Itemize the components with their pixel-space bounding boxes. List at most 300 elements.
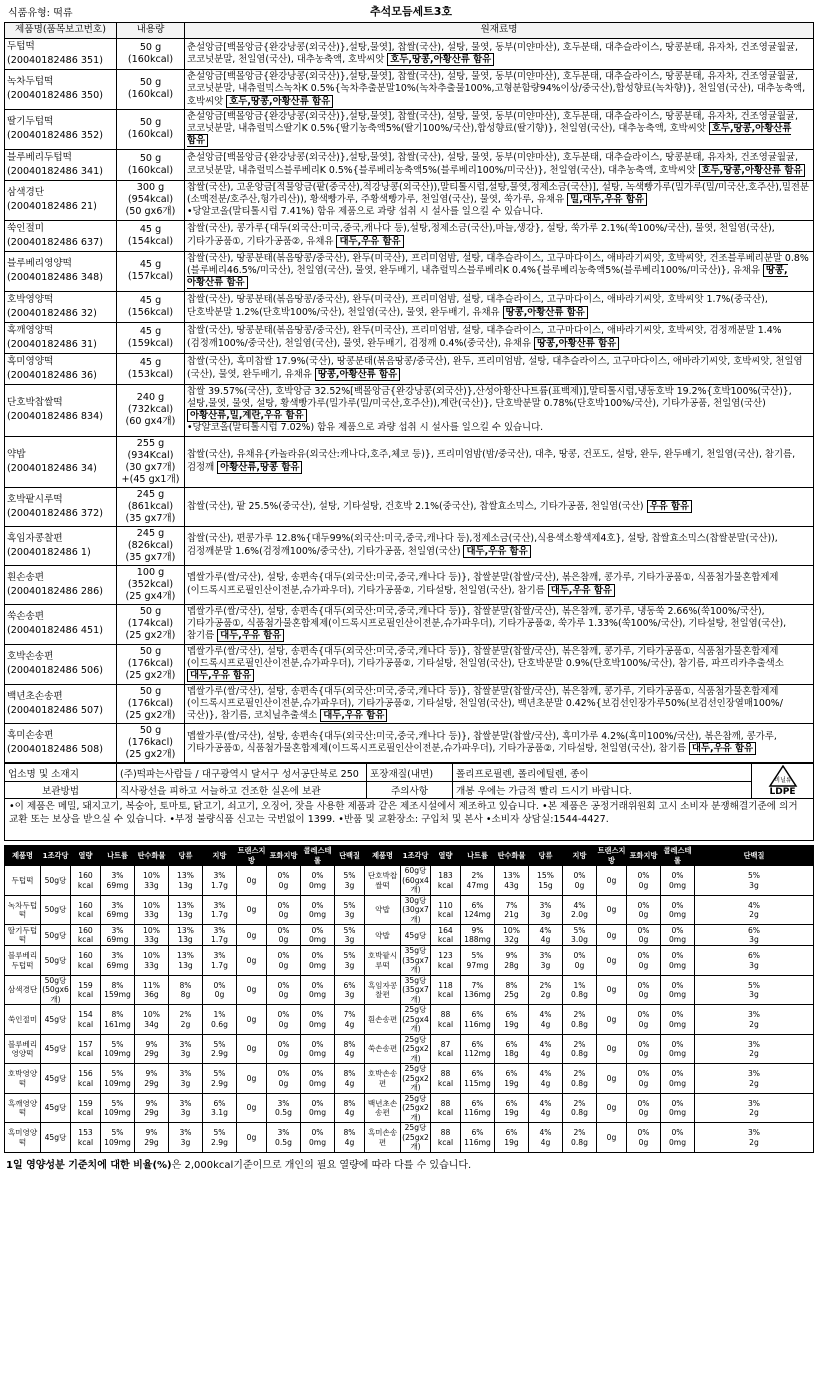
- prot-amt: 3g: [749, 880, 759, 890]
- serving-size: 25g당(25gx2개): [402, 1093, 429, 1122]
- nutrition-sugar: [529, 925, 563, 946]
- ingredient-text: 찹쌀(국산), 땅콩분태(볶음땅콩/중국산), 완두(미국산), 프리미엄밤, 설탕, 대추슬라이스, 고구마다이스, 애바라기씨앗, 호박씨앗, 검정깨분말 1.4%(검정깨100%/중국산), 천일염(국산), 물엿, 완두배기, 검정깨 0.4%(중국산), 유채유: [187, 325, 782, 349]
- carb-pct: 6%: [505, 1010, 518, 1020]
- ingredient-text: 춘설앙금[백몰앙금{완강낭콩(외국산)},설탕,물엿], 찹쌀(국산), 설탕, 물엿, 동부(미얀마산), 호두분태, 대추슬라이스, 땅콩분태, 유자차, 건조영귤월귤, 코코넛분말, 내츄럴믹스딸기K 0.5%{딸기농축액5%(딸기100%/국산),합성향료(딸기향)}, 천일염(국산), 대추농축액, 호박씨앗: [187, 110, 798, 135]
- nutrition-chol: [301, 1093, 335, 1123]
- kcal-unit: kcal: [437, 1019, 454, 1029]
- kcal-unit: kcal: [77, 1108, 94, 1118]
- nutrition-protein: [695, 1034, 814, 1064]
- nutrition-protein: [695, 866, 814, 896]
- nutrition-carb: [495, 1005, 529, 1035]
- nutrition-chol: [661, 1123, 695, 1153]
- sat-pct: 0%: [277, 871, 290, 881]
- serving-size: 45g당: [44, 1044, 67, 1054]
- fat-amt: 0.8g: [571, 1049, 588, 1059]
- product-volume: [117, 251, 185, 291]
- sugar-pct: 3%: [179, 1098, 192, 1108]
- nutrition-fat: [563, 1005, 597, 1035]
- nutrition-sat: [627, 1034, 661, 1064]
- nutrition-product-name: 흑미영양떡: [7, 1128, 38, 1147]
- nutrition-trans: [597, 866, 627, 896]
- chol-pct: 0%: [311, 1128, 324, 1138]
- nutrition-fat: [563, 925, 597, 946]
- nutrition-sodium: [461, 946, 495, 976]
- nutrition-chol: [661, 925, 695, 946]
- serving-size: 50g당: [44, 955, 67, 965]
- product-volume-line: (25 gx2개): [125, 709, 176, 721]
- carb-pct: 10%: [143, 900, 160, 910]
- nutrition-carb: [495, 1064, 529, 1094]
- nutrition-header: 나트륨: [461, 846, 495, 866]
- kcal-unit: kcal: [437, 1137, 454, 1147]
- product-code: (20040182486 32): [7, 307, 97, 319]
- notice-text: •이 제품은 메밀, 돼지고기, 복숭아, 토마토, 닭고기, 쇠고기, 오징어, 잣을 사용한 제품과 같은 제조시설에서 제조하고 있습니다. •본 제품은 공정거래위원회 고시 소비자 분쟁해결기준에 의거 교환 또는 보상을 받으실 수 있습니다. •부정 불량식품 신고는 국번없이 1399. •반품 및 교환장소: 구입처 및 본사 •소비자 상담실:1544-4427.: [4, 799, 814, 841]
- nutrition-chol: [661, 946, 695, 976]
- pack-label: 포장재질(내면): [367, 764, 453, 782]
- recycle-material: LDPE: [769, 787, 796, 798]
- trans-amt: 0g: [606, 1132, 617, 1142]
- sugar-pct: 3%: [179, 1069, 192, 1079]
- sodium-amt: 109mg: [104, 1137, 131, 1147]
- nutrition-sodium: [101, 946, 135, 976]
- nutrition-header: 콜레스테롤: [301, 846, 335, 866]
- sodium-amt: 116mg: [464, 1019, 491, 1029]
- fat-amt: 3.0g: [571, 935, 588, 945]
- fat-pct: 3%: [213, 871, 226, 881]
- product-note: •당알코올(말티톨시럽 7.41%) 함유 제품으로 과량 섭취 시 설사를 일으킬 수 있습니다.: [187, 206, 544, 218]
- sat-amt: 0g: [638, 960, 649, 970]
- product-name-cell: [5, 39, 117, 70]
- nutrition-protein: [335, 1034, 365, 1064]
- nutrition-sat: [627, 1093, 661, 1123]
- sodium-amt: 161mg: [104, 1019, 131, 1029]
- nutrition-product: [5, 1064, 41, 1094]
- fat-pct: 2%: [573, 1098, 586, 1108]
- product-volume-line: (35 gx7개): [125, 512, 176, 524]
- sugar-pct: 3%: [179, 1039, 192, 1049]
- carb-pct: 7%: [505, 900, 518, 910]
- sodium-pct: 6%: [471, 1098, 484, 1108]
- carb-amt: 21g: [504, 910, 519, 920]
- trans-amt: 0g: [606, 905, 617, 915]
- sat-pct: 0%: [637, 900, 650, 910]
- prot-amt: 3g: [344, 990, 355, 1000]
- sodium-amt: 47mg: [466, 880, 489, 890]
- product-row: [5, 644, 814, 684]
- product-name-cell: [5, 251, 117, 291]
- allergy-badge: 대두,우유 함유: [336, 235, 403, 248]
- carb-pct: 6%: [505, 1039, 518, 1049]
- chol-pct: 0%: [311, 925, 324, 935]
- sugar-amt: 4g: [540, 1108, 551, 1118]
- carb-amt: 28g: [504, 960, 519, 970]
- product-volume-line: (826kcal): [127, 539, 174, 551]
- sugar-pct: 2%: [539, 980, 552, 990]
- allergy-badge: 호두,땅콩,아황산류 함유: [226, 95, 333, 108]
- product-code: (20040182486 507): [7, 704, 103, 716]
- nutrition-fat: [203, 946, 237, 976]
- allergy-badge: 우유 함유: [647, 500, 693, 513]
- fat-amt: 0g: [214, 990, 225, 1000]
- nutrition-serving: [401, 1034, 431, 1064]
- nutrition-product-name: 호박손송편: [367, 1069, 398, 1088]
- chol-amt: 0mg: [668, 960, 687, 970]
- fat-pct: 3%: [213, 925, 226, 935]
- product-code: (20040182486 341): [7, 165, 103, 177]
- sat-amt: 0g: [278, 960, 289, 970]
- fat-amt: 0g: [574, 960, 585, 970]
- product-volume-line: 50 g: [139, 725, 162, 737]
- nutrition-sugar: [529, 1064, 563, 1094]
- sodium-amt: 116mg: [464, 1108, 491, 1118]
- trans-amt: 0g: [246, 875, 257, 885]
- nutrition-fat: [203, 975, 237, 1005]
- carb-amt: 29g: [144, 1049, 159, 1059]
- product-volume-line: 50 g: [139, 152, 162, 164]
- nutrition-header: 콜레스테롤: [661, 846, 695, 866]
- sat-amt: 0g: [278, 1019, 289, 1029]
- label-page: [4, 0, 814, 1174]
- fat-pct: 6%: [213, 1098, 226, 1108]
- nutrition-sat: [267, 895, 301, 925]
- product-volume-line: (156kcal): [127, 306, 174, 318]
- kcal-value: 123: [438, 951, 453, 961]
- sat-amt: 0.5g: [275, 1137, 292, 1147]
- product-name: 딸기두텁떡: [7, 116, 54, 128]
- chol-pct: 0%: [311, 871, 324, 881]
- carb-amt: 43g: [504, 880, 519, 890]
- sugar-amt: 4g: [540, 1137, 551, 1147]
- fat-pct: 3%: [213, 900, 226, 910]
- sat-amt: 0g: [638, 990, 649, 1000]
- product-volume-line: (30 gx7개): [125, 461, 176, 473]
- prot-amt: 4g: [344, 1019, 355, 1029]
- nutrition-sat: [267, 1093, 301, 1123]
- nutrition-chol: [301, 1005, 335, 1035]
- sodium-pct: 6%: [471, 1069, 484, 1079]
- sat-pct: 0%: [277, 1010, 290, 1020]
- nutrition-kcal: [71, 975, 101, 1005]
- prot-amt: 3g: [749, 935, 759, 945]
- product-volume-line: (25 gx2개): [125, 670, 176, 682]
- carb-amt: 19g: [504, 1019, 519, 1029]
- allergy-badge: 땅콩,아황산류 함유: [187, 264, 788, 289]
- nutrition-sugar: [529, 895, 563, 925]
- nutrition-product-name: 약밥: [375, 930, 390, 940]
- nutrition-product-name: 흑깨영양떡: [7, 1098, 38, 1118]
- nutrition-protein: [335, 925, 365, 946]
- product-name: 쑥인절미: [7, 222, 45, 234]
- nutrition-sugar: [529, 1093, 563, 1123]
- product-name-cell: [5, 384, 117, 436]
- prot-amt: 3g: [344, 910, 355, 920]
- fat-amt: 2.9g: [211, 1078, 228, 1088]
- nutrition-product: [365, 1064, 401, 1094]
- kcal-unit: kcal: [77, 1078, 94, 1088]
- product-volume: [117, 109, 185, 149]
- serving-size: 50g당(50gx6개): [42, 975, 69, 1004]
- carb-pct: 6%: [505, 1069, 518, 1079]
- prot-amt: 4g: [344, 1108, 355, 1118]
- sodium-pct: 8%: [111, 1010, 124, 1020]
- ingredient-text: 멥쌀가루(쌀/국산), 설탕, 송편속{대두(외국산:미국,중국,캐나다 등)}, 찹쌀분말(찹쌀/국산), 볶은참깨, 콩가루, 기타가공품①, 식품첨가물혼합제제(이드록시프로필인산이전분,슈가파우더), 기타가공품②, 기타설탕, 천일염(국산), 백년초분말 0.42%{보검선인장가루50%(보검선인장열매100%/국산)}, 참기름, 코치닐추출색소: [187, 685, 783, 722]
- fat-pct: 5%: [213, 1069, 226, 1079]
- product-code: (20040182486 1): [7, 546, 91, 558]
- carb-amt: 33g: [144, 880, 159, 890]
- nutrition-kcal: [431, 895, 461, 925]
- allergy-badge: 대두,우유 함유: [217, 629, 284, 642]
- nutrition-product: [5, 975, 41, 1005]
- nutrition-kcal: [431, 866, 461, 896]
- nutrition-sodium: [461, 1123, 495, 1153]
- product-volume-line: (176kcal): [127, 697, 174, 709]
- sugar-amt: 3g: [180, 1078, 191, 1088]
- nutrition-sugar: [169, 1005, 203, 1035]
- nutrition-fat: [563, 1064, 597, 1094]
- product-code: (20040182486 372): [7, 507, 103, 519]
- nutrition-protein: [335, 1064, 365, 1094]
- product-volume: [117, 724, 185, 763]
- product-volume-line: (160kcal): [127, 129, 174, 141]
- nutrition-trans: [597, 1064, 627, 1094]
- chol-pct: 0%: [671, 1010, 684, 1020]
- nutrition-kcal: [71, 1093, 101, 1123]
- nutrition-sodium: [461, 925, 495, 946]
- sugar-pct: 4%: [539, 1010, 552, 1020]
- kcal-unit: kcal: [77, 990, 94, 1000]
- nutrition-protein: [335, 946, 365, 976]
- nutrition-row: [5, 946, 814, 976]
- nutrition-protein: [695, 1005, 814, 1035]
- nutrition-sat: [627, 925, 661, 946]
- sugar-amt: 4g: [540, 935, 551, 945]
- prot-pct: 3%: [747, 1010, 761, 1020]
- allergy-badge: 땅콩,아황산류 함유: [534, 337, 619, 350]
- product-volume: [117, 644, 185, 684]
- carb-pct: 10%: [143, 925, 160, 935]
- prot-pct: 4%: [747, 900, 761, 910]
- serving-size: 45g당: [44, 1014, 67, 1024]
- product-row: [5, 220, 814, 251]
- product-row: [5, 604, 814, 644]
- nutrition-product: [5, 1005, 41, 1035]
- fat-amt: 0.8g: [571, 990, 588, 1000]
- pack-value: 폴리프로필렌, 폴리에틸렌, 종이: [453, 764, 752, 782]
- nutrition-header: 트랜스지방: [237, 846, 266, 865]
- ingredient-text: 멥쌀가루(쌀/국산), 설탕, 송편속{대두(외국산:미국,중국,캐나다 등)}, 찹쌀분말(찹쌀/국산), 볶은참깨, 콩가루, 기타가공품①, 식품첨가물혼합제제(이드록시프로필인산이전분,슈가파우더), 기타가공품②, 기타설탕, 천일염(국산), 단호박분말 0.9%(단호박100%/국산), 참기름, 파프리카추출색소: [187, 645, 784, 669]
- nutrition-serving: [41, 1093, 71, 1123]
- chol-amt: 0mg: [668, 935, 687, 945]
- carb-amt: 32g: [504, 935, 519, 945]
- sat-pct: 0%: [277, 1069, 290, 1079]
- kcal-value: 154: [78, 1010, 93, 1020]
- nutrition-sodium: [461, 866, 495, 896]
- kcal-value: 88: [440, 1069, 451, 1079]
- nutrition-serving: [401, 895, 431, 925]
- nutrition-chol: [661, 866, 695, 896]
- nutrition-serving: [401, 1123, 431, 1153]
- sat-pct: 0%: [637, 980, 650, 990]
- product-ingredients: [185, 291, 814, 322]
- product-name-cell: [5, 526, 117, 565]
- prot-pct: 8%: [343, 1039, 356, 1049]
- nutrition-sat: [627, 975, 661, 1005]
- product-note: •당알코올(말티톨시럽 7.02%) 함유 제품으로 과량 섭취 시 설사를 일으킬 수 있습니다.: [187, 422, 544, 434]
- nutrition-serving: [401, 866, 431, 896]
- trans-amt: 0g: [246, 1073, 257, 1083]
- prot-pct: 3%: [747, 1039, 761, 1049]
- sodium-pct: 2%: [471, 871, 484, 881]
- product-name: 흑깨영양떡: [7, 324, 54, 336]
- kcal-unit: kcal: [77, 880, 94, 890]
- sodium-amt: 112mg: [464, 1049, 491, 1059]
- chol-pct: 0%: [671, 1128, 684, 1138]
- nutrition-header: 탄수화물: [495, 846, 529, 866]
- product-code: (20040182486 31): [7, 338, 97, 350]
- nutrition-carb: [135, 1005, 169, 1035]
- fat-pct: 5%: [573, 925, 586, 935]
- col-volume: 내용량: [117, 23, 185, 39]
- nutrition-sodium: [101, 895, 135, 925]
- product-row: [5, 353, 814, 384]
- kcal-value: 160: [78, 951, 93, 961]
- sat-amt: 0g: [638, 1049, 649, 1059]
- chol-pct: 0%: [671, 1098, 684, 1108]
- nutrition-serving: [41, 1123, 71, 1153]
- product-name: 쑥손송편: [7, 611, 45, 623]
- product-name-cell: [5, 149, 117, 180]
- nutrition-product-name: 호박팥시루떡: [367, 951, 398, 970]
- product-volume-line: 100 g: [136, 566, 165, 578]
- chol-pct: 0%: [311, 1010, 324, 1020]
- chol-amt: 0mg: [308, 960, 327, 970]
- sat-pct: 0%: [637, 1069, 650, 1079]
- nutrition-carb: [495, 975, 529, 1005]
- nutrition-serving: [401, 1064, 431, 1094]
- nutrition-kcal: [71, 895, 101, 925]
- nutrition-sugar: [169, 866, 203, 896]
- nutrition-carb: [135, 866, 169, 896]
- nutrition-sodium: [461, 1093, 495, 1123]
- sodium-pct: 6%: [471, 1128, 484, 1138]
- fat-pct: 4%: [573, 900, 586, 910]
- nutrition-carb: [495, 866, 529, 896]
- carb-pct: 9%: [145, 1128, 158, 1138]
- sugar-amt: 2g: [540, 990, 551, 1000]
- nutrition-serving: [401, 925, 431, 946]
- serving-size: 45g당: [44, 1132, 67, 1142]
- nutrition-fat: [203, 1005, 237, 1035]
- product-row: [5, 322, 814, 353]
- prot-amt: 4g: [344, 1078, 355, 1088]
- footer-note: [4, 1153, 814, 1174]
- sat-pct: 0%: [277, 1039, 290, 1049]
- nutrition-carb: [135, 925, 169, 946]
- kcal-unit: kcal: [437, 1108, 454, 1118]
- ingredient-text: 찹쌀(국산), 땅콩분태(볶음땅콩/중국산), 완두(미국산), 프리미엄밤, 설탕, 대추슬라이스, 고구마다이스, 애바라기씨앗, 호박씨앗, 건조블루베리분말 0.8%(블루베리46.5%/미국산), 천일염(국산), 물엿, 완두배기, 내츄럴믹스블루베리K 0.4%{블루베리농축액5%(블루베리100%/미국산)}, 유채유: [187, 252, 809, 276]
- product-name-cell: [5, 353, 117, 384]
- nutrition-carb: [135, 1034, 169, 1064]
- sat-amt: 0g: [638, 1078, 649, 1088]
- sodium-pct: 5%: [111, 1128, 124, 1138]
- nutrition-sat: [267, 866, 301, 896]
- kcal-unit: kcal: [437, 1078, 454, 1088]
- product-name: 흰손송편: [7, 571, 45, 583]
- nutrition-product: [365, 1123, 401, 1153]
- nutrition-product: [5, 1034, 41, 1064]
- nutrition-trans: [237, 946, 267, 976]
- sugar-amt: 2g: [180, 1019, 191, 1029]
- carb-pct: 11%: [143, 980, 160, 990]
- chol-amt: 0mg: [308, 1108, 327, 1118]
- product-code: (20040182486 36): [7, 369, 97, 381]
- nutrition-kcal: [431, 1064, 461, 1094]
- nutrition-chol: [301, 975, 335, 1005]
- fat-amt: 2.9g: [211, 1049, 228, 1059]
- allergy-badge: 호두,땅콩,아황산류 함유: [387, 53, 494, 66]
- product-volume-line: (176kacl): [127, 737, 173, 749]
- fat-amt: 0.8g: [571, 1137, 588, 1147]
- product-code: (20040182486 451): [7, 625, 103, 637]
- fat-pct: 0%: [213, 980, 226, 990]
- sat-amt: 0g: [278, 1049, 289, 1059]
- product-ingredients: [185, 251, 814, 291]
- nutrition-chol: [301, 1034, 335, 1064]
- nutrition-product-name: 약밥: [375, 905, 390, 915]
- sugar-pct: 13%: [177, 900, 194, 910]
- product-row: [5, 526, 814, 565]
- product-ingredients: [185, 684, 814, 724]
- allergy-badge: 대두,우유 함유: [689, 742, 756, 755]
- nutrition-sat: [267, 975, 301, 1005]
- product-row: [5, 251, 814, 291]
- sodium-pct: 3%: [111, 900, 124, 910]
- nutrition-sodium: [101, 1005, 135, 1035]
- serving-size: 50g당: [44, 875, 67, 885]
- nutrition-sat: [627, 1064, 661, 1094]
- nutrition-header: 트랜스지방: [597, 846, 626, 865]
- prot-pct: 5%: [343, 925, 356, 935]
- nutrition-sat: [627, 946, 661, 976]
- nutrition-header: 포화지방: [267, 846, 301, 866]
- ingredient-text: 찹쌀(국산), 콩가루{대두(외국산:미국,중국,캐나다 등),설탕,정제소금(국산),마늘,생강}, 설탕, 쑥가루 2.1%(쑥100%/국산), 물엿, 천일염(국산), 기타가공품①, 기타가공품②, 유채유: [187, 223, 775, 247]
- prot-pct: 5%: [747, 980, 761, 990]
- fat-amt: 1.7g: [211, 935, 228, 945]
- allergy-badge: 대두,우유 함유: [548, 584, 615, 597]
- kcal-value: 88: [440, 1128, 451, 1138]
- serving-size: 60g당(60gx4개): [402, 866, 429, 895]
- trans-amt: 0g: [606, 985, 617, 995]
- carb-amt: 19g: [504, 1137, 519, 1147]
- carb-pct: 9%: [145, 1039, 158, 1049]
- nutrition-serving: [41, 925, 71, 946]
- product-name: 호박팥시루떡: [7, 493, 63, 505]
- product-volume-line: (60 gx4개): [125, 416, 176, 428]
- product-name: 블루베리영양떡: [7, 258, 72, 270]
- nutrition-protein: [695, 895, 814, 925]
- sodium-amt: 69mg: [106, 935, 129, 945]
- product-name: 호박손송편: [7, 651, 54, 663]
- product-code: (20040182486 637): [7, 236, 103, 248]
- serving-size: 35g당(35gx7개): [402, 946, 429, 975]
- prot-amt: 3g: [749, 990, 759, 1000]
- sodium-amt: 69mg: [106, 910, 129, 920]
- product-volume-line: (174kcal): [127, 618, 174, 630]
- chol-amt: 0mg: [668, 990, 687, 1000]
- sodium-pct: 7%: [471, 980, 484, 990]
- nutrition-protein: [335, 1123, 365, 1153]
- product-volume-line: (160kcal): [127, 54, 174, 65]
